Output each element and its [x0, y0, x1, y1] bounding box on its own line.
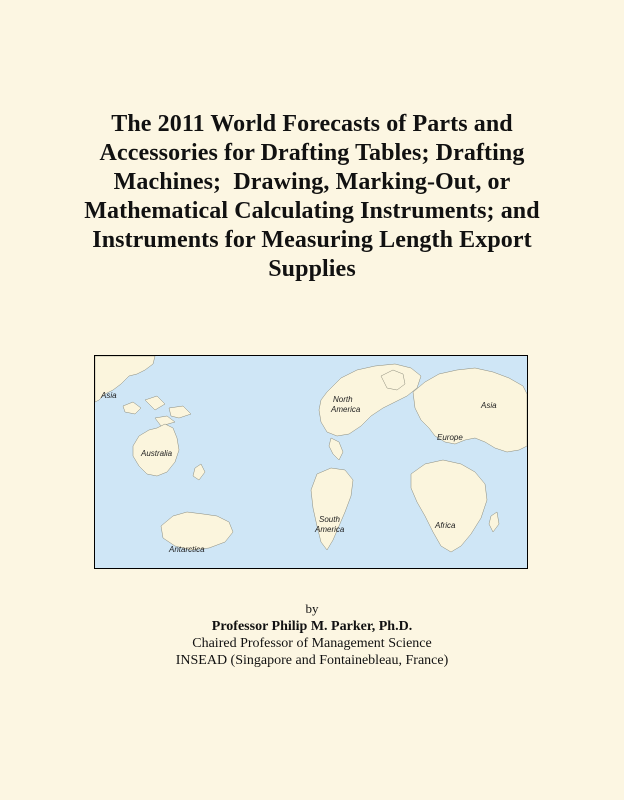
- label-australia: Australia: [141, 449, 173, 458]
- title-line-6: Supplies: [268, 256, 356, 282]
- label-north-america-line-1: North: [333, 395, 353, 404]
- title-line-4: Mathematical Calculating Instruments; and: [84, 198, 540, 224]
- author-institution: INSEAD (Singapore and Fontainebleau, France): [175, 653, 449, 668]
- title-line-2: Accessories for Drafting Tables; Drafting: [99, 140, 525, 166]
- label-asia-left: Asia: [101, 391, 117, 400]
- author-block: [0, 600, 624, 669]
- author-name: Professor Philip M. Parker, Ph.D.: [211, 619, 413, 634]
- title-line-3: Machines; Drawing, Marking-Out, or: [113, 169, 511, 195]
- label-south-america-line-1: South: [319, 515, 340, 524]
- world-map: [94, 355, 528, 569]
- author-position: Chaired Professor of Management Science: [192, 636, 432, 651]
- label-south-america-line-2: America: [315, 525, 345, 534]
- label-europe: Europe: [437, 433, 463, 442]
- world-map-graphic: [95, 356, 527, 568]
- label-antarctica: Antarctica: [169, 545, 205, 554]
- label-asia-right: Asia: [481, 401, 497, 410]
- label-africa: Africa: [435, 521, 456, 530]
- label-north-america-line-2: America: [331, 405, 361, 414]
- book-title: [32, 110, 592, 284]
- by-label: by: [305, 601, 319, 616]
- title-line-1: The 2011 World Forecasts of Parts and: [111, 111, 513, 137]
- title-line-5: Instruments for Measuring Length Export: [92, 227, 532, 253]
